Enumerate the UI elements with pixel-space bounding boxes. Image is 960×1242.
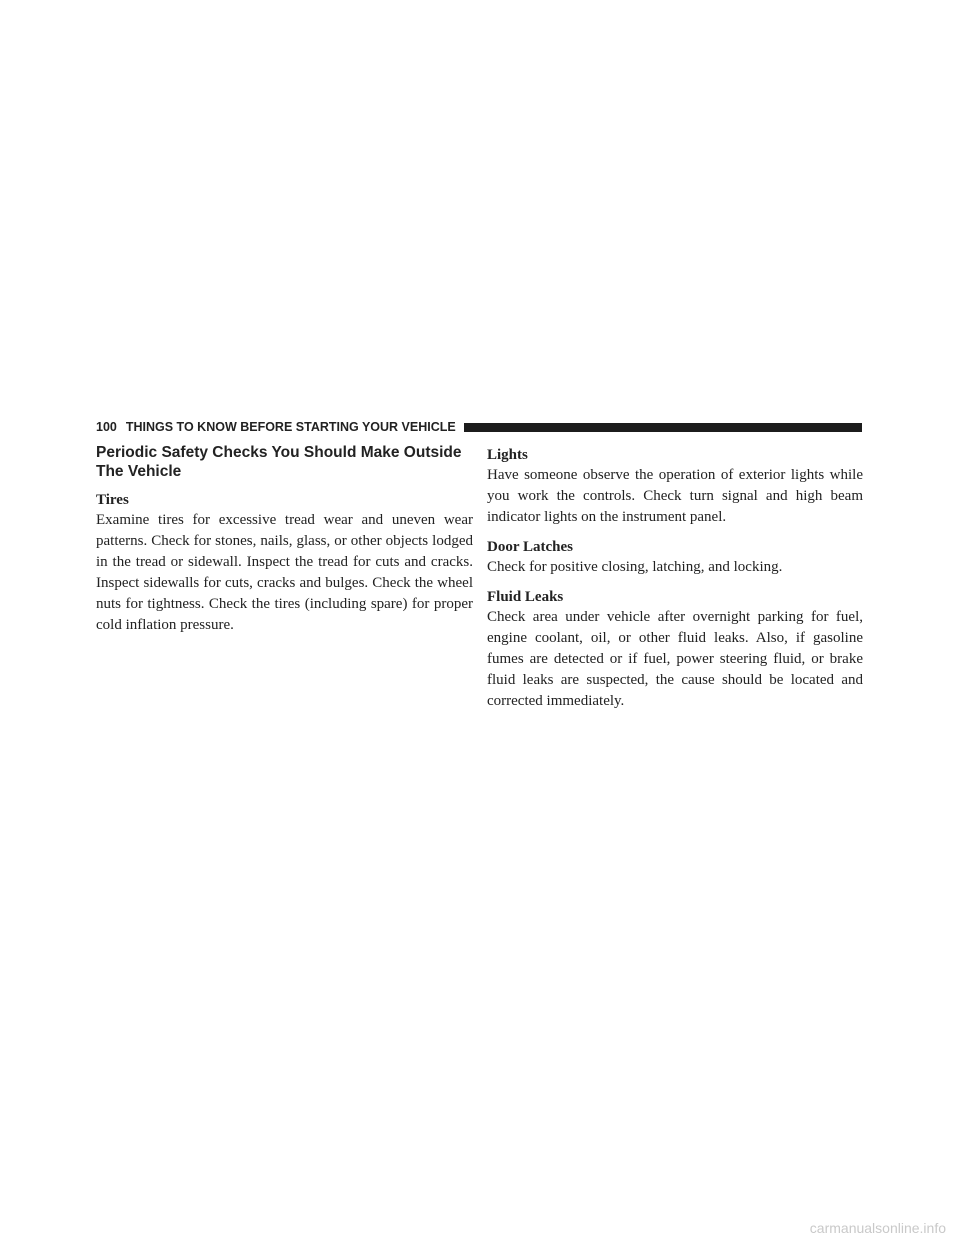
watermark: carmanualsonline.info: [809, 1220, 946, 1236]
page-header: [96, 418, 862, 436]
header-rule: [464, 423, 862, 432]
page-number: 100: [96, 420, 117, 434]
chapter-title: THINGS TO KNOW BEFORE STARTING YOUR VEHICLE: [125, 420, 456, 434]
tires-heading: Tires: [96, 492, 129, 508]
left-column: [96, 443, 473, 646]
section-title: Periodic Safety Checks You Should Make Outside The Vehicle: [96, 444, 462, 480]
door-latches-heading: Door Latches: [487, 539, 573, 555]
lights-heading: Lights: [487, 447, 528, 463]
lights-text: Have someone observe the operation of exterior lights while you work the controls. Check turn signal and high beam indicator lights on the instrument panel.: [487, 467, 863, 525]
fluid-leaks-text: Check area under vehicle after overnight parking for fuel, engine coolant, oil, or other fluid leaks. Also, if gasoline fumes are detected or if fuel, power steering fluid, or brake fluid leaks are suspected, the cause should be located and corrected immediately.: [487, 609, 863, 709]
door-latches-text: Check for positive closing, latching, and locking.: [487, 559, 783, 575]
fluid-leaks-heading: Fluid Leaks: [487, 589, 564, 605]
right-column: [487, 446, 863, 722]
tires-text: Examine tires for excessive tread wear and uneven wear patterns. Check for stones, nails, glass, or other objects lodged in the tread or sidewall. Inspect the tread for cuts and cracks. Inspect sidewalls for cuts, cracks and bulges. Check the wheel nuts for tightness. Check the tires (including spare) for proper cold inflation pressure.: [96, 512, 473, 633]
